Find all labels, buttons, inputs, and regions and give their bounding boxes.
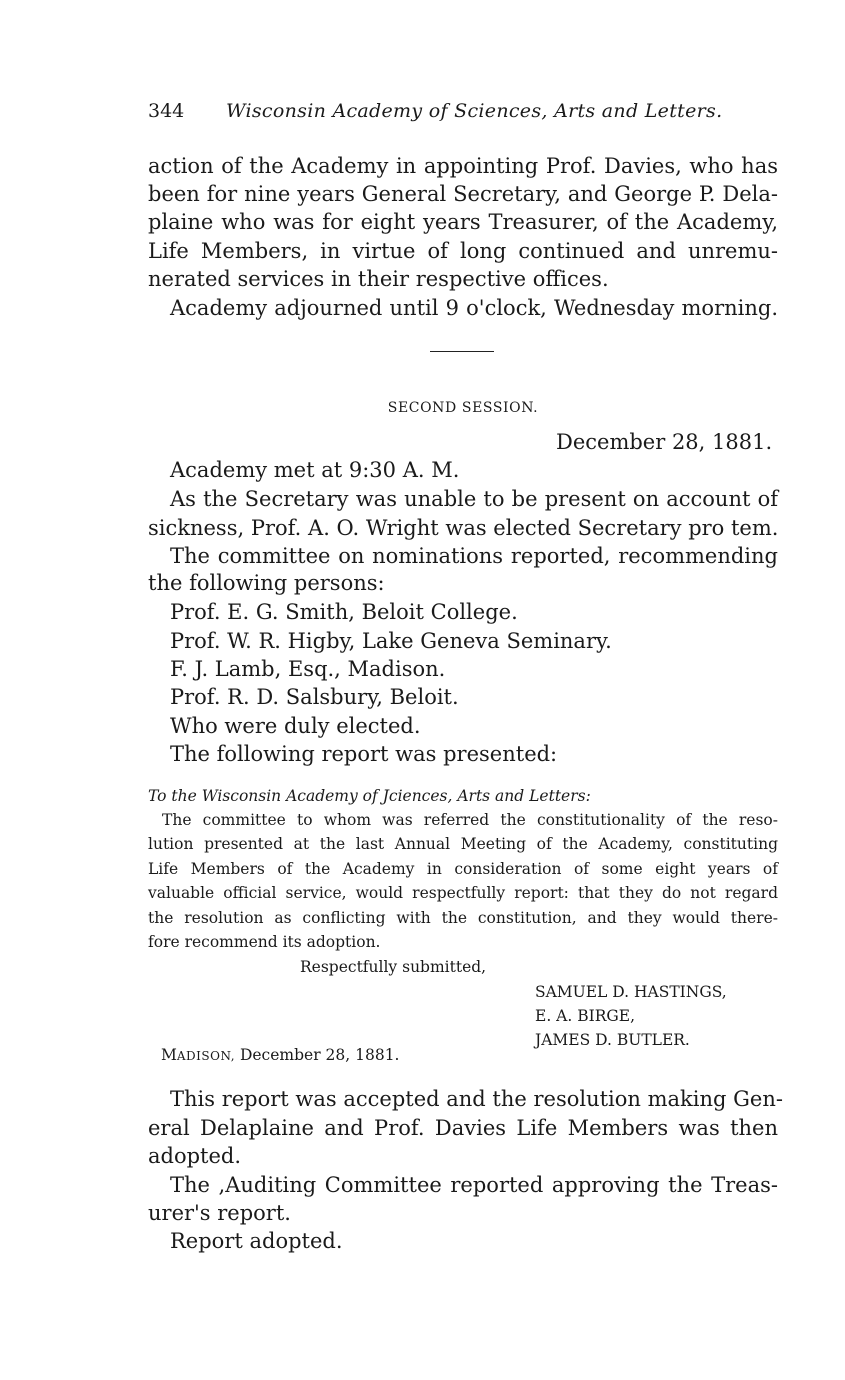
section-divider (430, 351, 494, 352)
para1-line-1: action of the Academy in appointing Prof. Davies, who has (148, 154, 778, 178)
committee-line-1: The committee on nominations reported, recommending (170, 544, 778, 568)
report-body-line-1: The committee to whom was referred the constitutionality of the reso- (162, 811, 778, 829)
report-intro-line: The following report was presented: (170, 742, 558, 766)
signatory-1: SAMUEL D. HASTINGS, (535, 983, 727, 1001)
elected-line: Who were duly elected. (170, 714, 421, 738)
nominee-4: Prof. R. D. Salsbury, Beloit. (170, 685, 459, 709)
accepted-line-2: eral Delaplaine and Prof. Davies Life Members was then (148, 1116, 778, 1140)
para1-line-2: been for nine years General Secretary, and George P. Dela- (148, 182, 778, 206)
signatory-2: E. A. BIRGE, (535, 1007, 636, 1025)
report-body-line-5: the resolution as conflicting with the constitution, and they would there- (148, 909, 778, 927)
page-number: 344 (148, 100, 185, 122)
secretary-line-2: sickness, Prof. A. O. Wright was elected Secretary pro tem. (148, 516, 779, 540)
session-date: December 28, 1881. (556, 430, 773, 454)
report-body-line-6: fore recommend its adoption. (148, 933, 381, 951)
report-body-line-3: Life Members of the Academy in consideration of some eight years of (148, 860, 778, 878)
nominee-2: Prof. W. R. Higby, Lake Geneva Seminary. (170, 629, 612, 653)
para1-line-4: Life Members, in virtue of long continued and unremu- (148, 239, 778, 263)
nominee-1: Prof. E. G. Smith, Beloit College. (170, 600, 518, 624)
report-address: To the Wisconsin Academy of Jciences, Arts and Letters: (148, 787, 591, 805)
report-closing: Respectfully submitted, (300, 958, 487, 976)
report-body-line-2: lution presented at the last Annual Meeting of the Academy, constituting (148, 835, 778, 853)
para1-line-3: plaine who was for eight years Treasurer, of the Academy, (148, 210, 778, 234)
accepted-line-1: This report was accepted and the resolution making Gen- (170, 1087, 783, 1111)
para1-line-5: nerated services in their respective offices. (148, 267, 609, 291)
final-line: Report adopted. (170, 1229, 343, 1253)
auditing-line-2: urer's report. (148, 1201, 291, 1225)
session-heading: SECOND SESSION. (387, 400, 539, 416)
secretary-line-1: As the Secretary was unable to be present on account of (170, 487, 778, 511)
accepted-line-3: adopted. (148, 1144, 242, 1168)
running-header (148, 100, 788, 122)
auditing-line-1: The ,Auditing Committee reported approving the Treas- (170, 1173, 778, 1197)
met-line: Academy met at 9:30 A. M. (170, 458, 460, 482)
running-title: Wisconsin Academy of Sciences, Arts and Letters. (226, 100, 723, 122)
nominee-3: F. J. Lamb, Esq., Madison. (170, 657, 446, 681)
committee-line-2: the following persons: (148, 571, 385, 595)
signatory-3: JAMES D. BUTLER. (535, 1031, 690, 1049)
adjourned-line: Academy adjourned until 9 o'clock, Wednesday morning. (170, 296, 778, 320)
report-place-date: MADISON, December 28, 1881. (161, 1046, 400, 1064)
report-body-line-4: valuable official service, would respectfully report: that they do not regard (148, 884, 778, 902)
